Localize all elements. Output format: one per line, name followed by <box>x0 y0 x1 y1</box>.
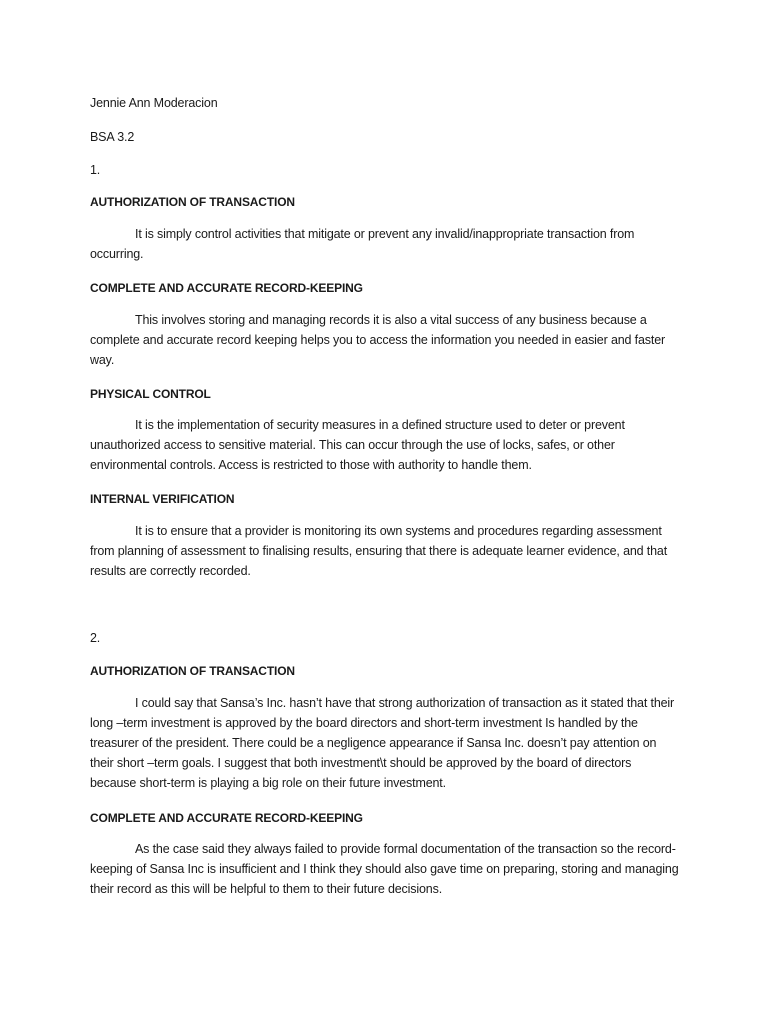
heading-internal-verification: INTERNAL VERIFICATION <box>90 492 235 506</box>
heading-authorization-2: AUTHORIZATION OF TRANSACTION <box>90 664 295 678</box>
paragraph-record-keeping-2: As the case said they always failed to provide formal documentation of the transaction so the record-keeping of Sansa Inc is insufficient and I think they should also gave time on preparing, storing and managing their record as this will be helpful to them to their future decisions. <box>90 842 679 896</box>
paragraph-authorization-2: I could say that Sansa’s Inc. hasn’t have that strong authorization of transaction as it stated that their long –term investment is approved by the board directors and short-term investment Is handled by the treasurer of the president. There could be a negligence appearance if Sansa Inc. doesn’t pay attention on their short –term goals. I suggest that both investment\t should be approved by the board of directors because short-term is playing a big role on their future investment. <box>90 696 675 790</box>
paragraph-record-keeping-1: This involves storing and managing records it is also a vital success of any business because a complete and accurate record keeping helps you to access the information you needed in easier and faster way. <box>90 313 666 367</box>
author-name: Jennie Ann Moderacion <box>90 96 218 110</box>
paragraph-authorization-1: It is simply control activities that mitigate or prevent any invalid/inappropriate transaction from occurring. <box>90 227 635 261</box>
part-2-number: 2. <box>90 631 101 645</box>
section-code: BSA 3.2 <box>90 130 135 144</box>
heading-record-keeping-2: COMPLETE AND ACCURATE RECORD-KEEPING <box>90 811 363 825</box>
heading-physical-control: PHYSICAL CONTROL <box>90 387 211 401</box>
paragraph-internal-verification: It is to ensure that a provider is monitoring its own systems and procedures regarding assessment from planning of assessment to finalising results, ensuring that there is adequate learner evidence, and that results are correctly recorded. <box>90 524 668 578</box>
heading-record-keeping-1: COMPLETE AND ACCURATE RECORD-KEEPING <box>90 281 363 295</box>
heading-authorization-1: AUTHORIZATION OF TRANSACTION <box>90 195 295 209</box>
part-1-number: 1. <box>90 163 101 177</box>
paragraph-physical-control: It is the implementation of security measures in a defined structure used to deter or prevent unauthorized access to sensitive material. This can occur through the use of locks, safes, or other environmental controls. Access is restricted to those with authority to handle them. <box>90 418 625 472</box>
